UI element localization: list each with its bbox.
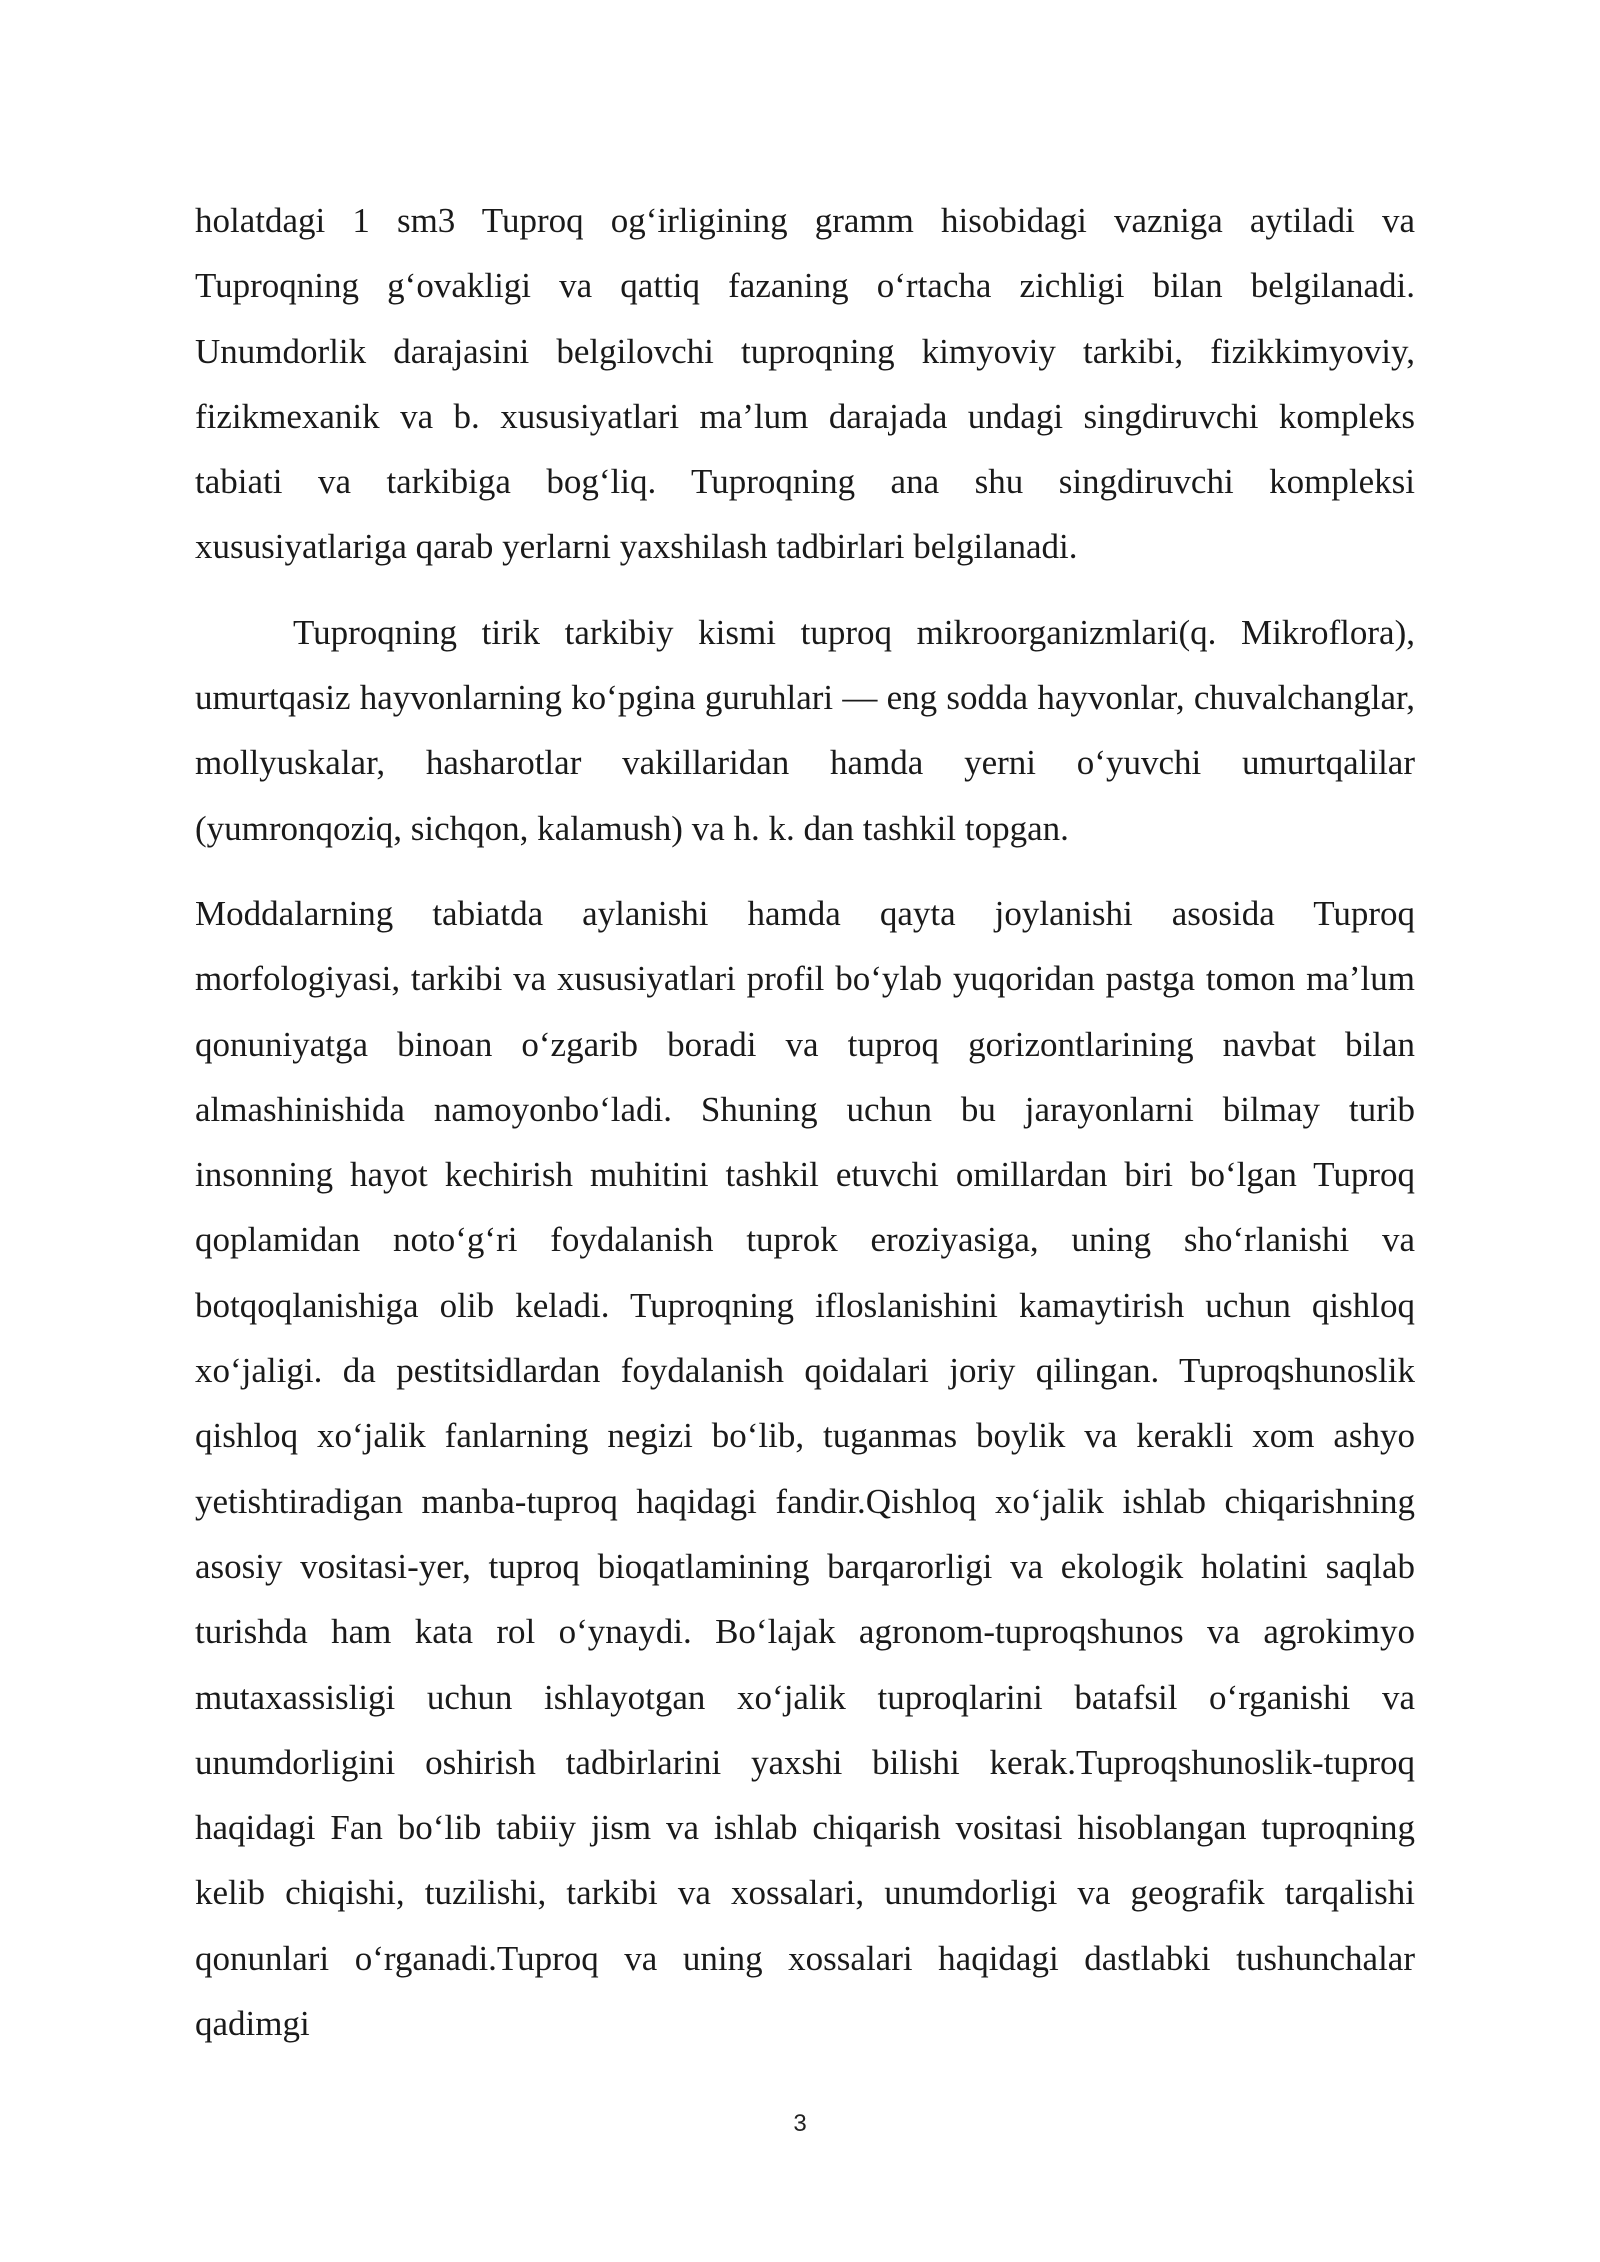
paragraph-3: Moddalarning tabiatda aylanishi hamda qayta joylanishi asosida Tuproq morfologiyasi, tarkibi va xususiyatlari profil bo‘ylab yuqoridan pastga tomon ma’lum qonuniyatga binoan o‘zgarib boradi va tuproq gorizontlarining navbat bilan almashinishida namoyonbo‘ladi. Shuning uchun bu jarayonlarni bilmay turib insonning hayot kechirish muhitini tashkil etuvchi omillardan biri bo‘lgan Tuproq qoplamidan noto‘g‘ri foydalanish tuprok eroziyasiga, uning sho‘rlanishi va botqoqlanishiga olib keladi. Tuproqning ifloslanishini kamaytirish uchun qishloq xo‘jaligi. da pestitsidlardan foydalanish qoidalari joriy qilingan. Tuproqshunoslik qishloq xo‘jalik fanlarning negizi bo‘lib, tuganmas boylik va kerakli xom ashyo yetishtiradigan manba-tuproq haqidagi fandir.Qishloq xo‘jalik ishlab chiqarishning asosiy vositasi-yer, tuproq bioqatlamining barqarorligi va ekologik holatini saqlab turishda ham kata rol o‘ynaydi. Bo‘lajak agronom-tuproqshunos va agrokimyo mutaxassisligi uchun ishlayotgan xo‘jalik tuproqlarini batafsil o‘rganishi va unumdorligini oshirish tadbirlarini yaxshi bilishi kerak.Tuproqshunoslik-tuproq haqidagi Fan bo‘lib tabiiy jism va ishlab chiqarish vositasi hisoblangan tuproqning kelib chiqishi, tuzilishi, tarkibi va xossalari, unumdorligi va geografik tarqalishi qonunlari o‘rganadi.Tuproq va uning xossalari haqidagi dastlabki tushunchalar qadimgi	[195, 893, 1415, 2044]
body-text	[195, 188, 1415, 2056]
paragraph-1: holatdagi 1 sm3 Tuproq og‘irligining gramm hisobidagi vazniga aytiladi va Tuproqning g‘ovakligi va qattiq fazaning o‘rtacha zichligi bilan belgilanadi. Unumdorlik darajasini belgilovchi tuproqning kimyoviy tarkibi, fizikkimyoviy, fizikmexanik va b. xususiyatlari ma’lum darajada undagi singdiruvchi kompleks tabiati va tarkibiga bog‘liq. Tuproqning ana shu singdiruvchi kompleksi xususiyatlariga qarab yerlarni yaxshilash tadbirlari belgilanadi.	[195, 201, 1415, 567]
page-number: 3	[793, 2110, 807, 2137]
paragraph-2: Tuproqning tirik tarkibiy kismi tuproq mikroorganizmlari(q. Mikroflora), umurtqasiz hayvonlarning ko‘pgina guruhlari — eng sodda hayvonlar, chuvalchanglar, mollyuskalar, hasharotlar vakillaridan hamda yerni o‘yuvchi umurtqalilar (yumronqoziq, sichqon, kalamush) va h. k. dan tashkil topgan.	[195, 612, 1415, 848]
